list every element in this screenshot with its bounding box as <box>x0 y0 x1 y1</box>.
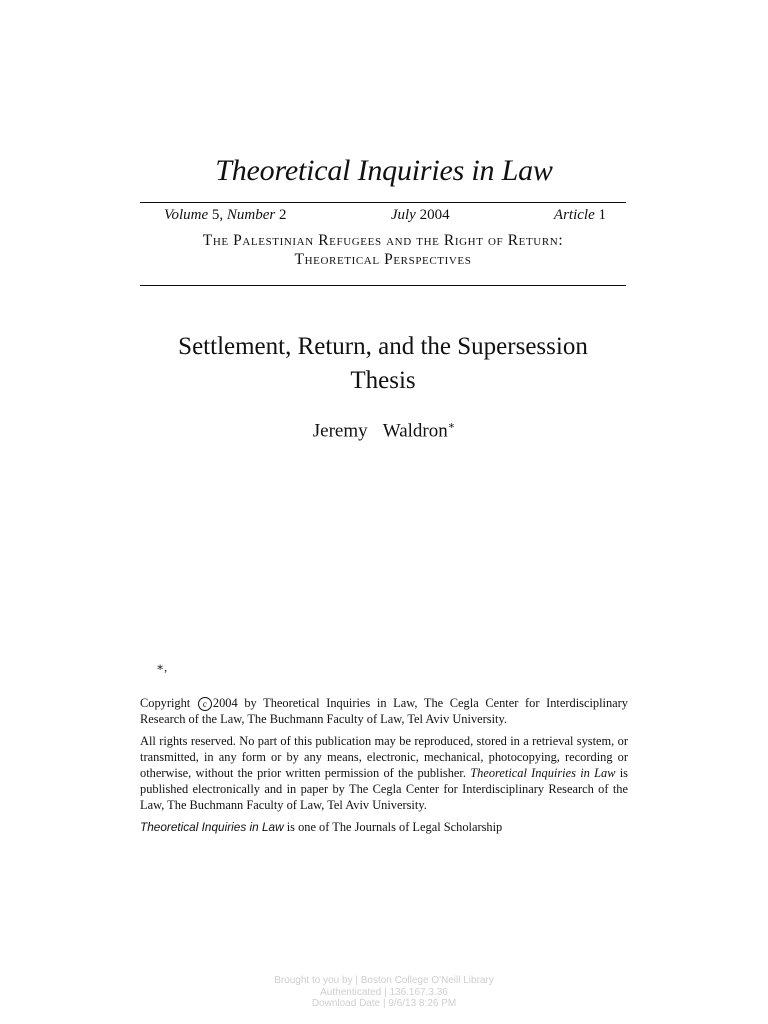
volume-value: 5 <box>211 207 220 223</box>
author-name: Jeremy Waldron <box>312 420 448 442</box>
copyright-icon: c <box>198 697 212 711</box>
number-label: Number <box>226 207 276 223</box>
article-number <box>554 207 606 224</box>
article-label: Article <box>553 207 595 223</box>
issue-title-line1: The Palestinian Refugees and the Right of Return: <box>202 232 564 249</box>
download-line1: Brought to you by | Boston College O'Neill Library <box>274 975 494 986</box>
author <box>0 419 768 442</box>
copyright-prefix: Copyright <box>140 696 197 710</box>
issue-title-line2: Theoretical Perspectives <box>294 251 472 268</box>
series-journal: Theoretical Inquiries in Law <box>140 820 284 834</box>
issue-year: 2004 <box>419 207 450 223</box>
article-title-line1: Settlement, Return, and the Supersession <box>178 333 588 360</box>
issue-date <box>391 207 450 224</box>
rights-notice <box>140 733 628 813</box>
download-line3: Download Date | 9/6/13 8:26 PM <box>311 998 457 1009</box>
rights-journal: Theoretical Inquiries in Law <box>470 766 616 780</box>
volume-label: Volume <box>164 207 209 223</box>
journal-title: Theoretical Inquiries in Law <box>215 154 553 187</box>
issue-month: July <box>390 207 416 223</box>
series-notice <box>140 819 628 835</box>
series-text: is one of The Journals of Legal Scholarship <box>283 820 503 834</box>
copyright-notice <box>140 695 628 727</box>
issue-info <box>164 207 606 224</box>
download-info <box>0 975 768 1010</box>
author-footnote-mark: ∗ <box>447 420 456 432</box>
download-line2: Authenticated | 136.167.3.36 <box>320 986 448 998</box>
volume-number: Volume 5, Number 2 <box>164 207 287 223</box>
article-title <box>140 330 626 398</box>
rights-text-1: All rights reserved. No part of this publication may be reproduced, stored in a retrieval system, or transmitted, in any form or by any means, electronic, mechanical, photocopying, recording or otherwise, without the prior written permission of the publisher. <box>140 734 628 780</box>
article-value: 1 <box>598 207 606 223</box>
top-rule <box>140 202 626 203</box>
footnote: ∗, <box>156 660 168 674</box>
number-value: 2 <box>279 207 287 223</box>
bottom-rule <box>140 285 626 286</box>
copyright-block <box>140 695 628 841</box>
article-title-line2: Thesis <box>350 367 416 394</box>
issue-title <box>140 231 626 269</box>
copyright-text: 2004 by Theoretical Inquiries in Law, The Cegla Center for Interdisciplinary Research of the Law, The Buchmann Faculty of Law, Tel Aviv University. <box>140 696 628 726</box>
rights-text-2: is published electronically and in paper by The Cegla Center for Interdisciplinary Research of the Law, The Buchmann Faculty of Law, Tel Aviv University. <box>140 766 628 812</box>
